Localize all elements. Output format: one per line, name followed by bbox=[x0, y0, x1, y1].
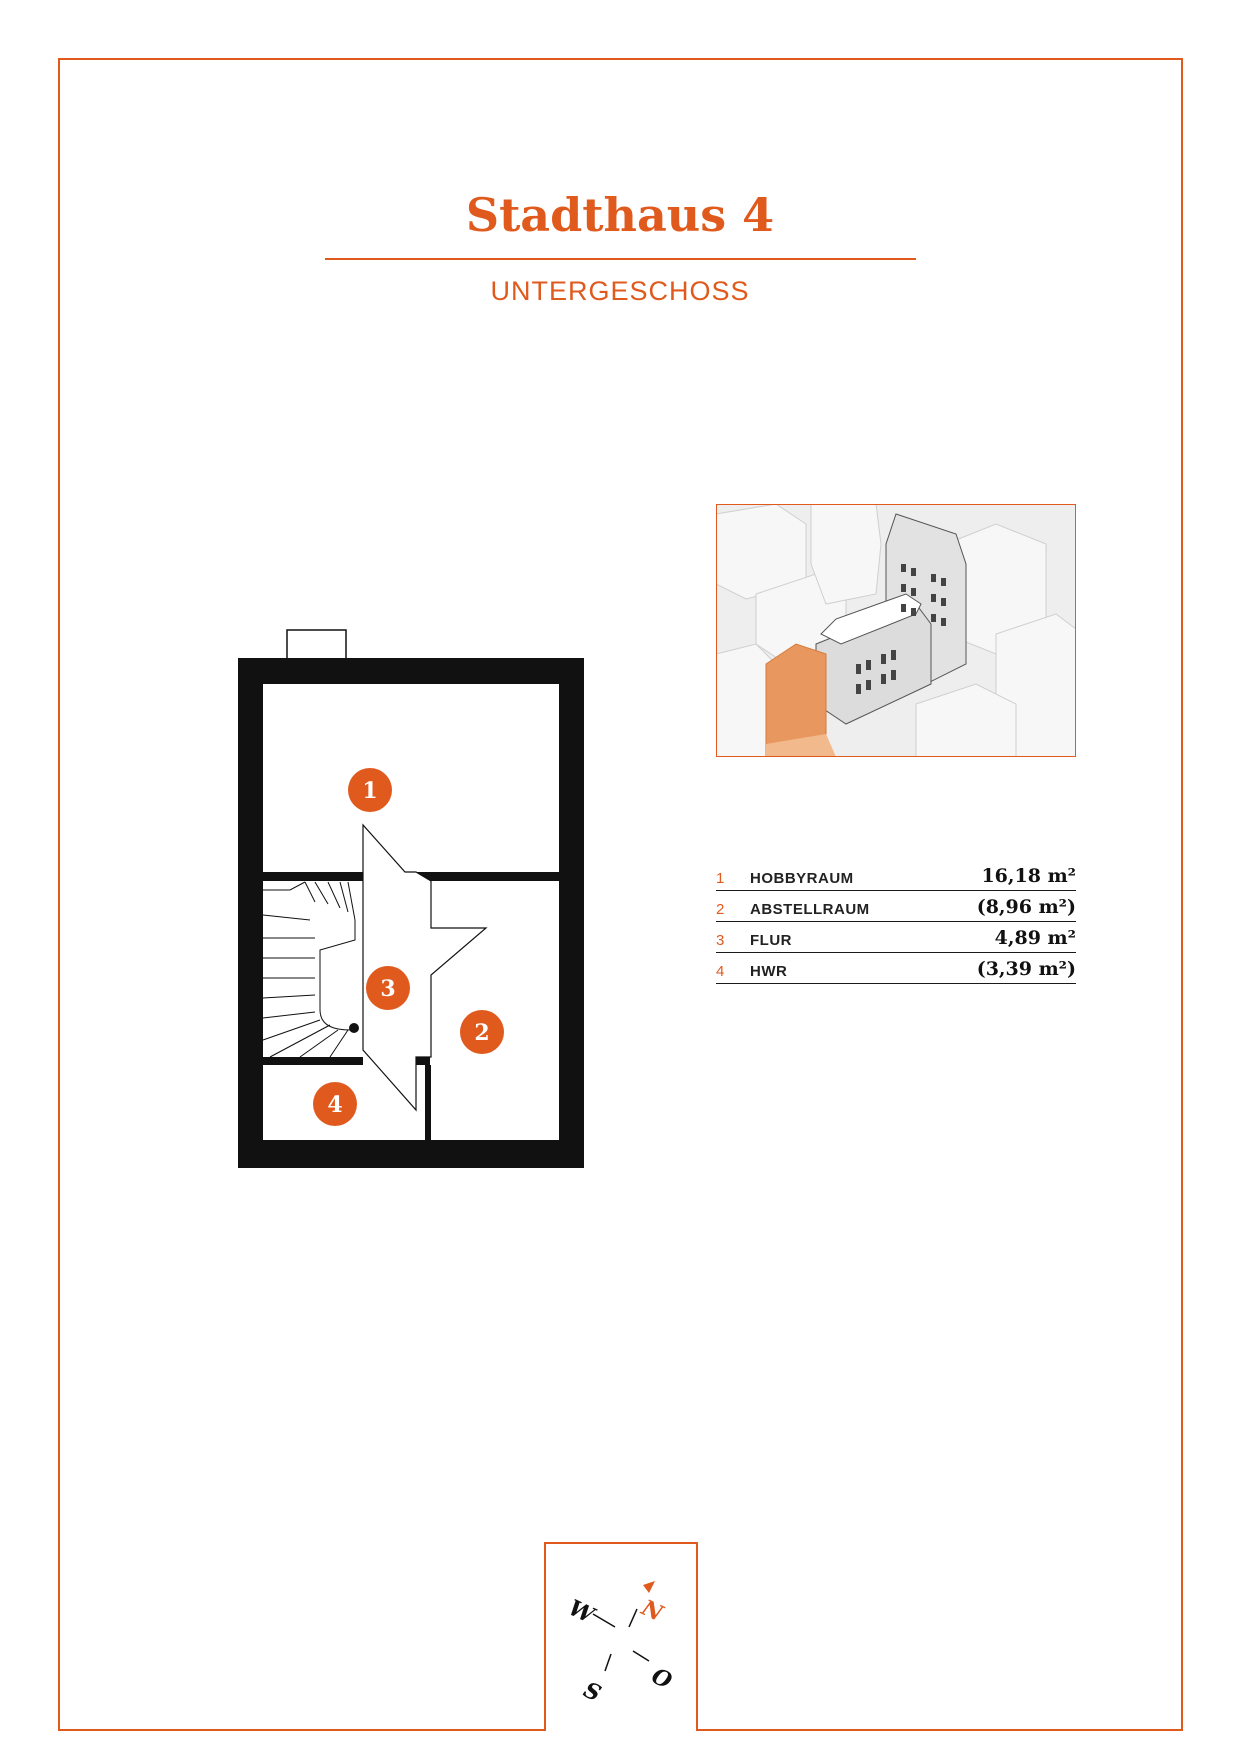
compass-rose bbox=[545, 1543, 697, 1730]
area-name: HWR bbox=[750, 963, 788, 980]
svg-text:4: 4 bbox=[327, 1092, 343, 1118]
compass-west: W bbox=[564, 1594, 598, 1629]
svg-text:2: 2 bbox=[474, 1020, 490, 1046]
area-size: 4,89 m² bbox=[994, 927, 1076, 949]
staircase bbox=[263, 882, 355, 1057]
area-row bbox=[716, 891, 1076, 922]
isometric-building-view bbox=[716, 504, 1076, 757]
newel-post bbox=[349, 1023, 359, 1033]
area-size: (8,96 m²) bbox=[976, 896, 1076, 918]
svg-text:3: 3 bbox=[380, 976, 396, 1002]
area-number: 4 bbox=[716, 963, 725, 980]
page-title: Stadthaus 4 bbox=[465, 188, 775, 242]
compass-south: S bbox=[579, 1676, 605, 1708]
room-marker-3 bbox=[366, 966, 410, 1010]
area-row bbox=[716, 953, 1076, 984]
highlighted-unit bbox=[766, 644, 836, 757]
area-row bbox=[716, 860, 1076, 891]
area-number: 3 bbox=[716, 932, 725, 949]
room-marker-2 bbox=[460, 1010, 504, 1054]
area-size: 16,18 m² bbox=[981, 865, 1076, 887]
area-row bbox=[716, 922, 1076, 953]
title-divider bbox=[325, 258, 916, 260]
floor-plan bbox=[230, 620, 590, 1180]
compass-north: N bbox=[637, 1594, 667, 1627]
area-name: HOBBYRAUM bbox=[750, 870, 854, 887]
svg-text:1: 1 bbox=[362, 778, 378, 804]
room-marker-4 bbox=[313, 1082, 357, 1126]
room-marker-1 bbox=[348, 768, 392, 812]
shaft-outline bbox=[287, 630, 346, 660]
compass-east: O bbox=[647, 1662, 676, 1695]
area-name: ABSTELLRAUM bbox=[750, 901, 870, 918]
area-table bbox=[716, 860, 1076, 984]
area-size: (3,39 m²) bbox=[976, 958, 1076, 980]
area-number: 2 bbox=[716, 901, 725, 918]
north-arrow-icon bbox=[643, 1581, 655, 1593]
floor-label: UNTERGESCHOSS bbox=[490, 276, 750, 306]
area-name: FLUR bbox=[750, 932, 792, 949]
area-number: 1 bbox=[716, 870, 725, 887]
